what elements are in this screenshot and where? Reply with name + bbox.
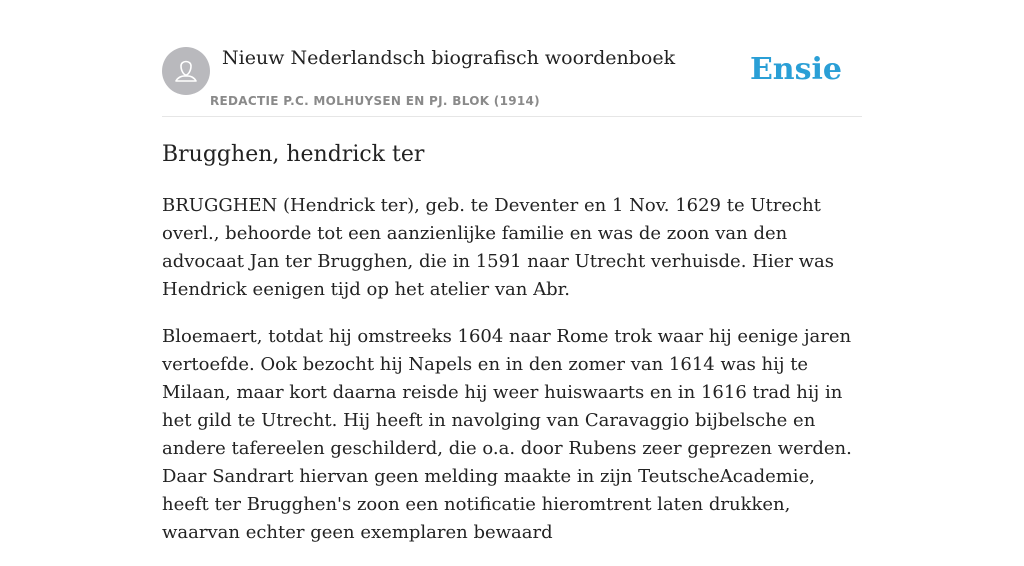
body-paragraph: Bloemaert, totdat hij omstreeks 1604 naar Rome trok waar hij eenige jaren vertoefde. Ook bezocht hij Napels en in den zomer van 1614 was hij te Milaan, maar kort daarna reisde hij weer huiswaarts en in 1616 trad hij in het gild te Utrecht. Hij heeft in navolging van Caravaggio bijbelsche en andere tafereelen geschilderd, die o.a. door Rubens zeer geprezen werden. Daar Sandrart hiervan geen melding maakte in zijn TeutscheAcademie, heeft ter Brugghen's zoon een notificatie hieromtrent laten drukken, waarvan echter geen exemplaren bewaard xyxy=(162,326,852,543)
body-paragraph: BRUGGHEN (Hendrick ter), geb. te Deventer en 1 Nov. 1629 te Utrecht overl., behoorde tot een aanzienlijke familie en was de zoon van den advocaat Jan ter Brugghen, die in 1591 naar Utrecht verhuisde. Hier was Hendrick eenigen tijd op het atelier van Abr. xyxy=(162,195,834,300)
entry-body xyxy=(162,192,852,566)
entry-title: Brugghen, hendrick ter xyxy=(162,142,425,167)
avatar[interactable] xyxy=(162,47,210,95)
source-title[interactable]: Nieuw Nederlandsch biografisch woordenboek xyxy=(222,47,676,69)
source-subtitle: REDACTIE P.C. MOLHUYSEN EN PJ. BLOK (1914) xyxy=(210,94,540,108)
brand-logo[interactable]: Ensie xyxy=(749,52,842,87)
user-icon xyxy=(162,47,210,95)
source-header xyxy=(162,46,862,117)
